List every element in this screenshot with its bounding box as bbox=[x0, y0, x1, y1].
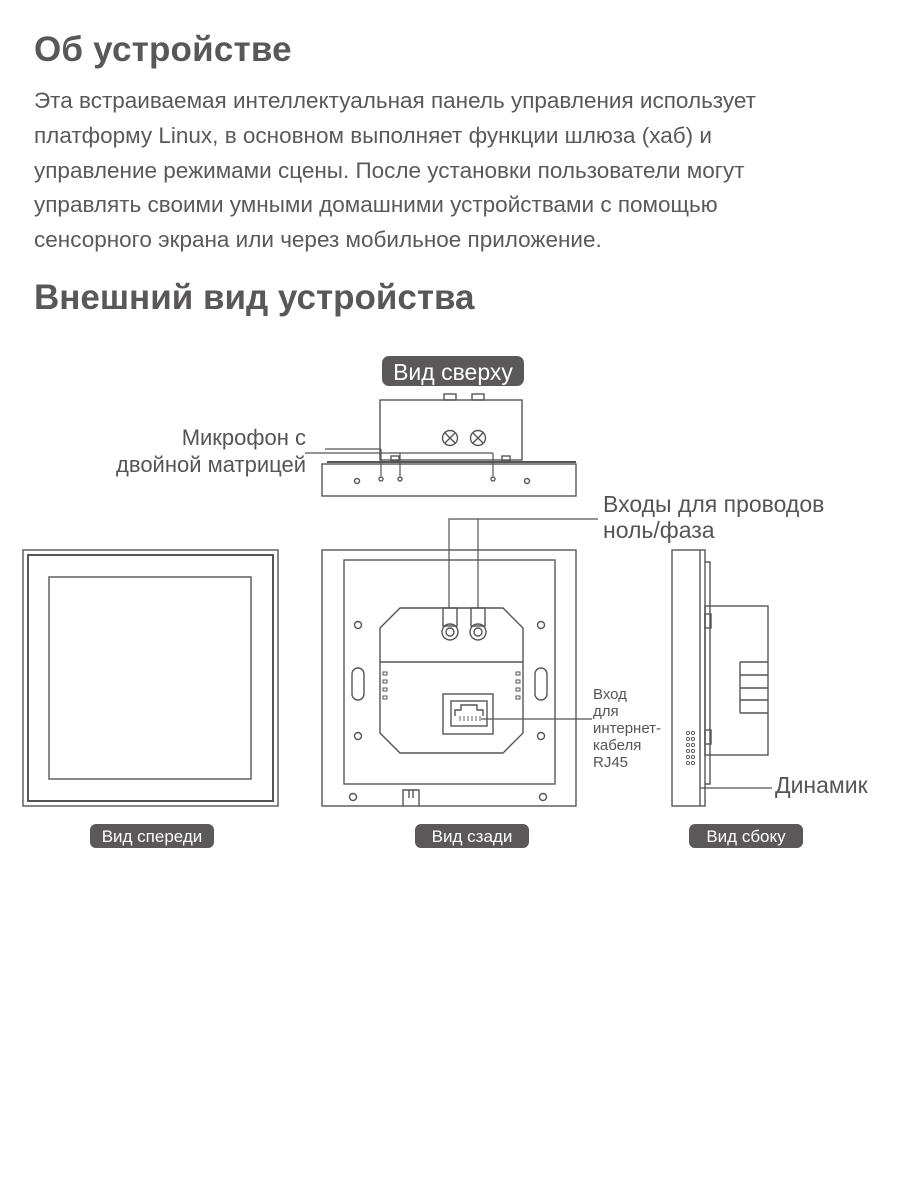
top-view-front-plate bbox=[322, 464, 576, 496]
rj45-label-line-5: RJ45 bbox=[593, 754, 629, 771]
touch-screen bbox=[49, 577, 251, 779]
back-view-label: Вид сзади bbox=[431, 827, 513, 846]
microphone-hole-icon bbox=[491, 477, 495, 481]
screw-hole-icon bbox=[355, 733, 362, 740]
screw-hole-icon bbox=[538, 733, 545, 740]
speaker-label: Динамик bbox=[775, 772, 868, 798]
back-view bbox=[322, 550, 661, 848]
screw-hole-icon bbox=[355, 479, 360, 484]
top-view-label: Вид сверху bbox=[393, 359, 513, 385]
front-view-frame bbox=[23, 550, 278, 806]
mic-label-line-2: двойной матрицей bbox=[116, 452, 306, 477]
back-box-outline bbox=[380, 608, 523, 753]
microphone-hole-icon bbox=[398, 477, 402, 481]
side-view bbox=[672, 550, 869, 848]
rj45-label-line-2: для bbox=[593, 703, 619, 720]
heat-sink-fins bbox=[740, 662, 768, 713]
mounting-slot bbox=[352, 668, 364, 700]
microphone-hole-icon bbox=[379, 477, 383, 481]
screw-hole-icon bbox=[355, 622, 362, 629]
rj45-label-line-4: кабеля bbox=[593, 737, 642, 754]
about-paragraph-line: управление режимами сцены. После установки пользователи могут bbox=[34, 157, 745, 183]
section-title-about: Об устройстве bbox=[34, 30, 292, 69]
side-view-back-box bbox=[705, 606, 768, 755]
rj45-label-line-3: интернет- bbox=[593, 720, 662, 737]
about-paragraph-line: управлять своими умными домашними устройствами с помощью bbox=[34, 192, 718, 218]
about-paragraph-line: платформу Linux, в основном выполняет функции шлюза (хаб) и bbox=[34, 122, 712, 148]
front-view-label: Вид спереди bbox=[101, 827, 203, 846]
front-view bbox=[23, 550, 278, 848]
mounting-slot bbox=[535, 668, 547, 700]
side-view-label: Вид сбоку bbox=[706, 827, 786, 846]
wire-inputs-label-line-2: ноль/фаза bbox=[603, 517, 715, 543]
top-view bbox=[116, 356, 576, 496]
screw-hole-icon bbox=[538, 622, 545, 629]
mic-label-line-1: Микрофон с bbox=[181, 425, 306, 450]
about-paragraph-line: Эта встраиваемая интеллектуальная панель управления использует bbox=[34, 88, 756, 113]
about-paragraph-line: сенсорного экрана или через мобильное приложение. bbox=[34, 227, 602, 253]
speaker-grille-icon bbox=[686, 731, 694, 764]
section-title-appearance: Внешний вид устройства bbox=[34, 278, 475, 317]
wire-inputs-label-line-1: Входы для проводов bbox=[603, 491, 825, 517]
rj45-label-line-1: Вход bbox=[593, 686, 627, 703]
screw-hole-icon bbox=[525, 479, 530, 484]
